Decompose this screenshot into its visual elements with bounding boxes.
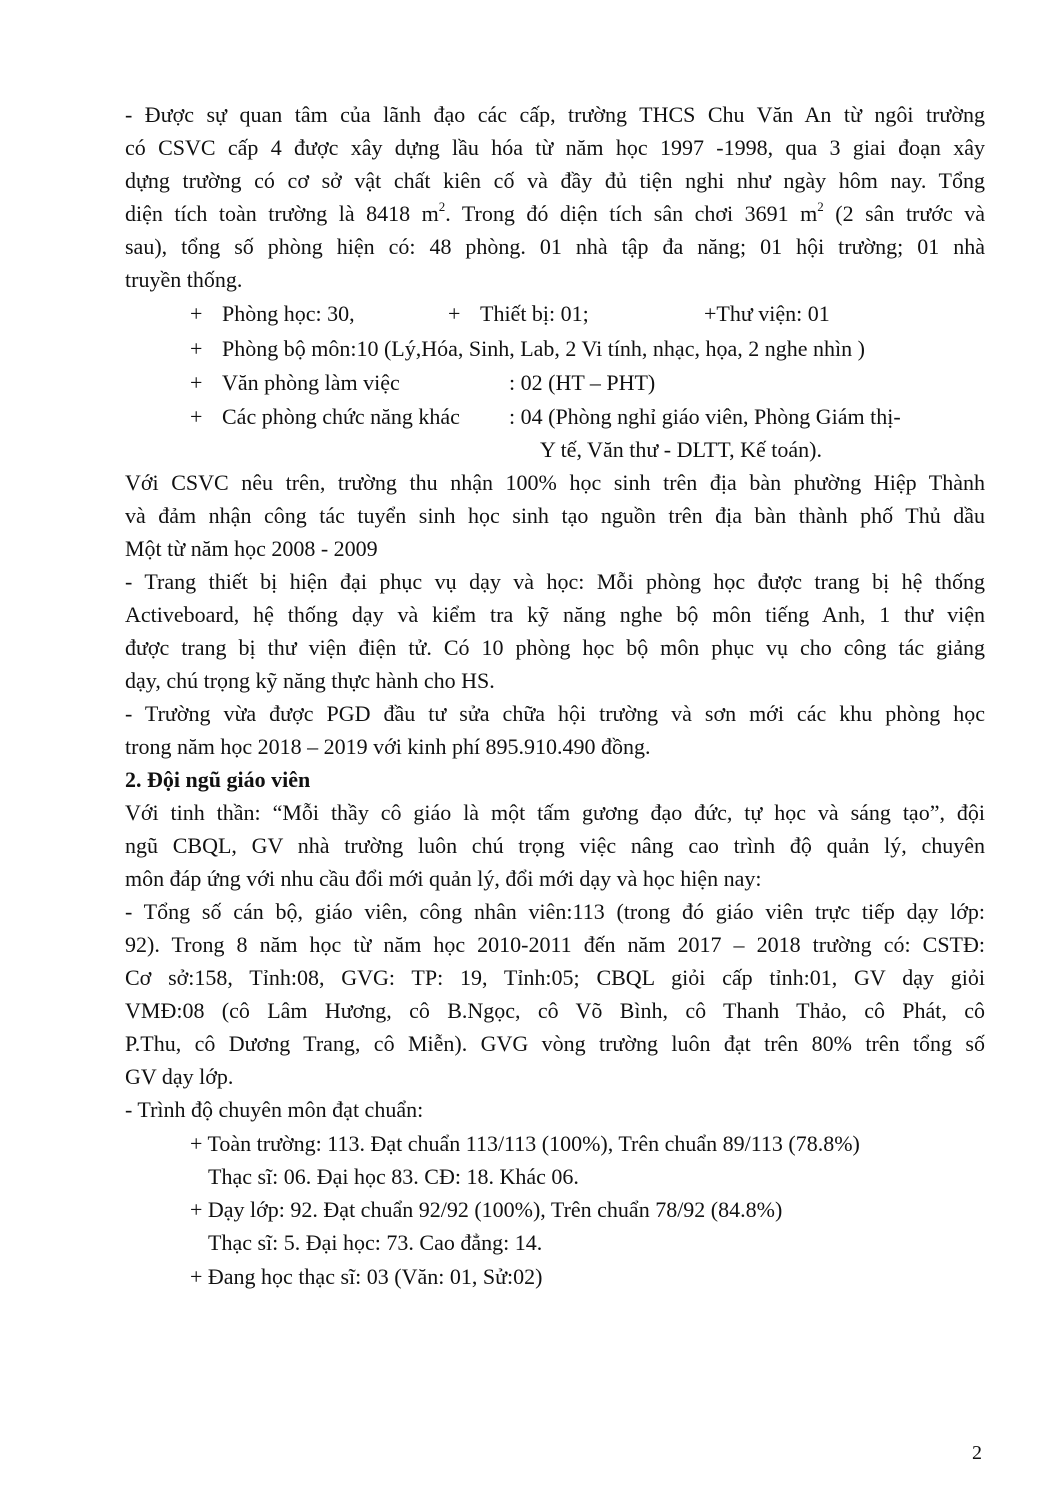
staff-line: Cơ sở:158, Tỉnh:08, GVG: TP: 19, Tỉnh:05; CBQL giỏi cấp tỉnh:01, GV dạy giỏi xyxy=(125,965,985,990)
rooms-other-value: : 04 (Phòng nghỉ giáo viên, Phòng Giám thị- xyxy=(509,404,901,429)
teachers-intro-line: Với tinh thần: “Mỗi thầy cô giáo là một tấm gương đạo đức, tự học và sáng tạo”, đội xyxy=(125,800,985,825)
bullet-plus: + xyxy=(190,301,203,326)
facilities-line: - Được sự quan tâm của lãnh đạo các cấp, trường THCS Chu Văn An từ ngôi trường xyxy=(125,102,985,127)
rooms-library: +Thư viện: 01 xyxy=(704,301,830,326)
rooms-other-value-cont: Y tế, Văn thư - DLTT, Kế toán). xyxy=(540,437,822,462)
area-text-total: diện tích toàn trường là 8418 m xyxy=(125,201,439,226)
rooms-subject: Phòng bộ môn:10 (Lý,Hóa, Sinh, Lab, 2 Vi tính, nhạc, họa, 2 nghe nhìn ) xyxy=(222,336,865,361)
qualification-all: + Toàn trường: 113. Đạt chuẩn 113/113 (100%), Trên chuẩn 89/113 (78.8%) xyxy=(190,1131,860,1156)
equipment-line: - Trang thiết bị hiện đại phục vụ dạy và học: Mỗi phòng học được trang bị hệ thống xyxy=(125,569,985,594)
facilities-line: dựng trường có cơ sở vật chất kiên cố và đầy đủ tiện nghi như ngày hôm nay. Tổng xyxy=(125,168,985,193)
qualification-all-detail: Thạc sĩ: 06. Đại học 83. CĐ: 18. Khác 06. xyxy=(208,1164,579,1189)
enrollment-line: Với CSVC nêu trên, trường thu nhận 100% học sinh trên địa bàn phường Hiệp Thành xyxy=(125,470,985,495)
renovation-line: - Trường vừa được PGD đầu tư sửa chữa hội trường và sơn mới các khu phòng học xyxy=(125,701,985,726)
bullet-plus: + xyxy=(448,301,461,326)
qualification-masters: + Đang học thạc sĩ: 03 (Văn: 01, Sử:02) xyxy=(190,1264,543,1289)
renovation-line: trong năm học 2018 – 2019 với kinh phí 895.910.490 đồng. xyxy=(125,734,651,759)
rooms-office-label: Văn phòng làm việc xyxy=(222,370,400,395)
staff-line: 92). Trong 8 năm học từ năm học 2010-2011 đến năm 2017 – 2018 trường có: CSTĐ: xyxy=(125,932,985,957)
rooms-equipment: Thiết bị: 01; xyxy=(480,301,589,326)
rooms-other-label: Các phòng chức năng khác xyxy=(222,404,460,429)
rooms-office-value: : 02 (HT – PHT) xyxy=(509,370,656,395)
section-heading: 2. Đội ngũ giáo viên xyxy=(125,767,311,792)
equipment-line: Activeboard, hệ thống dạy và kiểm tra kỹ năng nghe bộ môn tiếng Anh, 1 thư viện xyxy=(125,602,985,627)
teachers-intro-line: môn đáp ứng với nhu cầu đổi mới quản lý, đổi mới dạy và học hiện nay: xyxy=(125,866,762,891)
qualification-teaching: + Dạy lớp: 92. Đạt chuẩn 92/92 (100%), Trên chuẩn 78/92 (84.8%) xyxy=(190,1197,783,1222)
enrollment-line: Một từ năm học 2008 - 2009 xyxy=(125,536,378,561)
teachers-intro-line: ngũ CBQL, GV nhà trường luôn chú trọng việc nâng cao trình độ quản lý, chuyên xyxy=(125,833,985,858)
bullet-plus: + xyxy=(190,336,203,361)
superscript: 2 xyxy=(438,201,446,214)
qualification-heading: - Trình độ chuyên môn đạt chuẩn: xyxy=(125,1097,424,1122)
area-text-playground: . Trong đó diện tích sân chơi 3691 m xyxy=(445,201,818,226)
facilities-line: sau), tổng số phòng hiện có: 48 phòng. 01 nhà tập đa năng; 01 hội trường; 01 nhà xyxy=(125,234,985,259)
bullet-plus: + xyxy=(190,370,203,395)
staff-line: GV dạy lớp. xyxy=(125,1064,234,1089)
enrollment-line: và đảm nhận công tác tuyển sinh học sinh tạo nguồn trên địa bàn thành phố Thủ dầu xyxy=(125,503,985,528)
equipment-line: được trang bị thư viện điện tử. Có 10 phòng học bộ môn phục vụ cho công tác giảng xyxy=(125,635,985,660)
staff-line: P.Thu, cô Dương Trang, cô Miễn). GVG vòng trường luôn đạt trên 80% trên tổng số xyxy=(125,1031,985,1056)
facilities-line: có CSVC cấp 4 được xây dựng lầu hóa từ năm học 1997 -1998, qua 3 giai đoạn xây xyxy=(125,135,985,160)
rooms-classroom: Phòng học: 30, xyxy=(222,301,355,326)
bullet-plus: + xyxy=(190,404,203,429)
facilities-area-line xyxy=(125,201,985,227)
page-number: 2 xyxy=(972,1442,982,1464)
area-text-rest: (2 sân trước và xyxy=(823,201,985,226)
facilities-line: truyền thống. xyxy=(125,267,243,292)
staff-line: - Tổng số cán bộ, giáo viên, công nhân viên:113 (trong đó giáo viên trực tiếp dạy lớp: xyxy=(125,899,985,924)
superscript: 2 xyxy=(817,201,824,214)
qualification-teaching-detail: Thạc sĩ: 5. Đại học: 73. Cao đẳng: 14. xyxy=(208,1230,543,1255)
staff-line: VMĐ:08 (cô Lâm Hương, cô B.Ngọc, cô Võ Bình, cô Thanh Thảo, cô Phát, cô xyxy=(125,998,985,1023)
equipment-line: dạy, chú trọng kỹ năng thực hành cho HS. xyxy=(125,668,495,693)
